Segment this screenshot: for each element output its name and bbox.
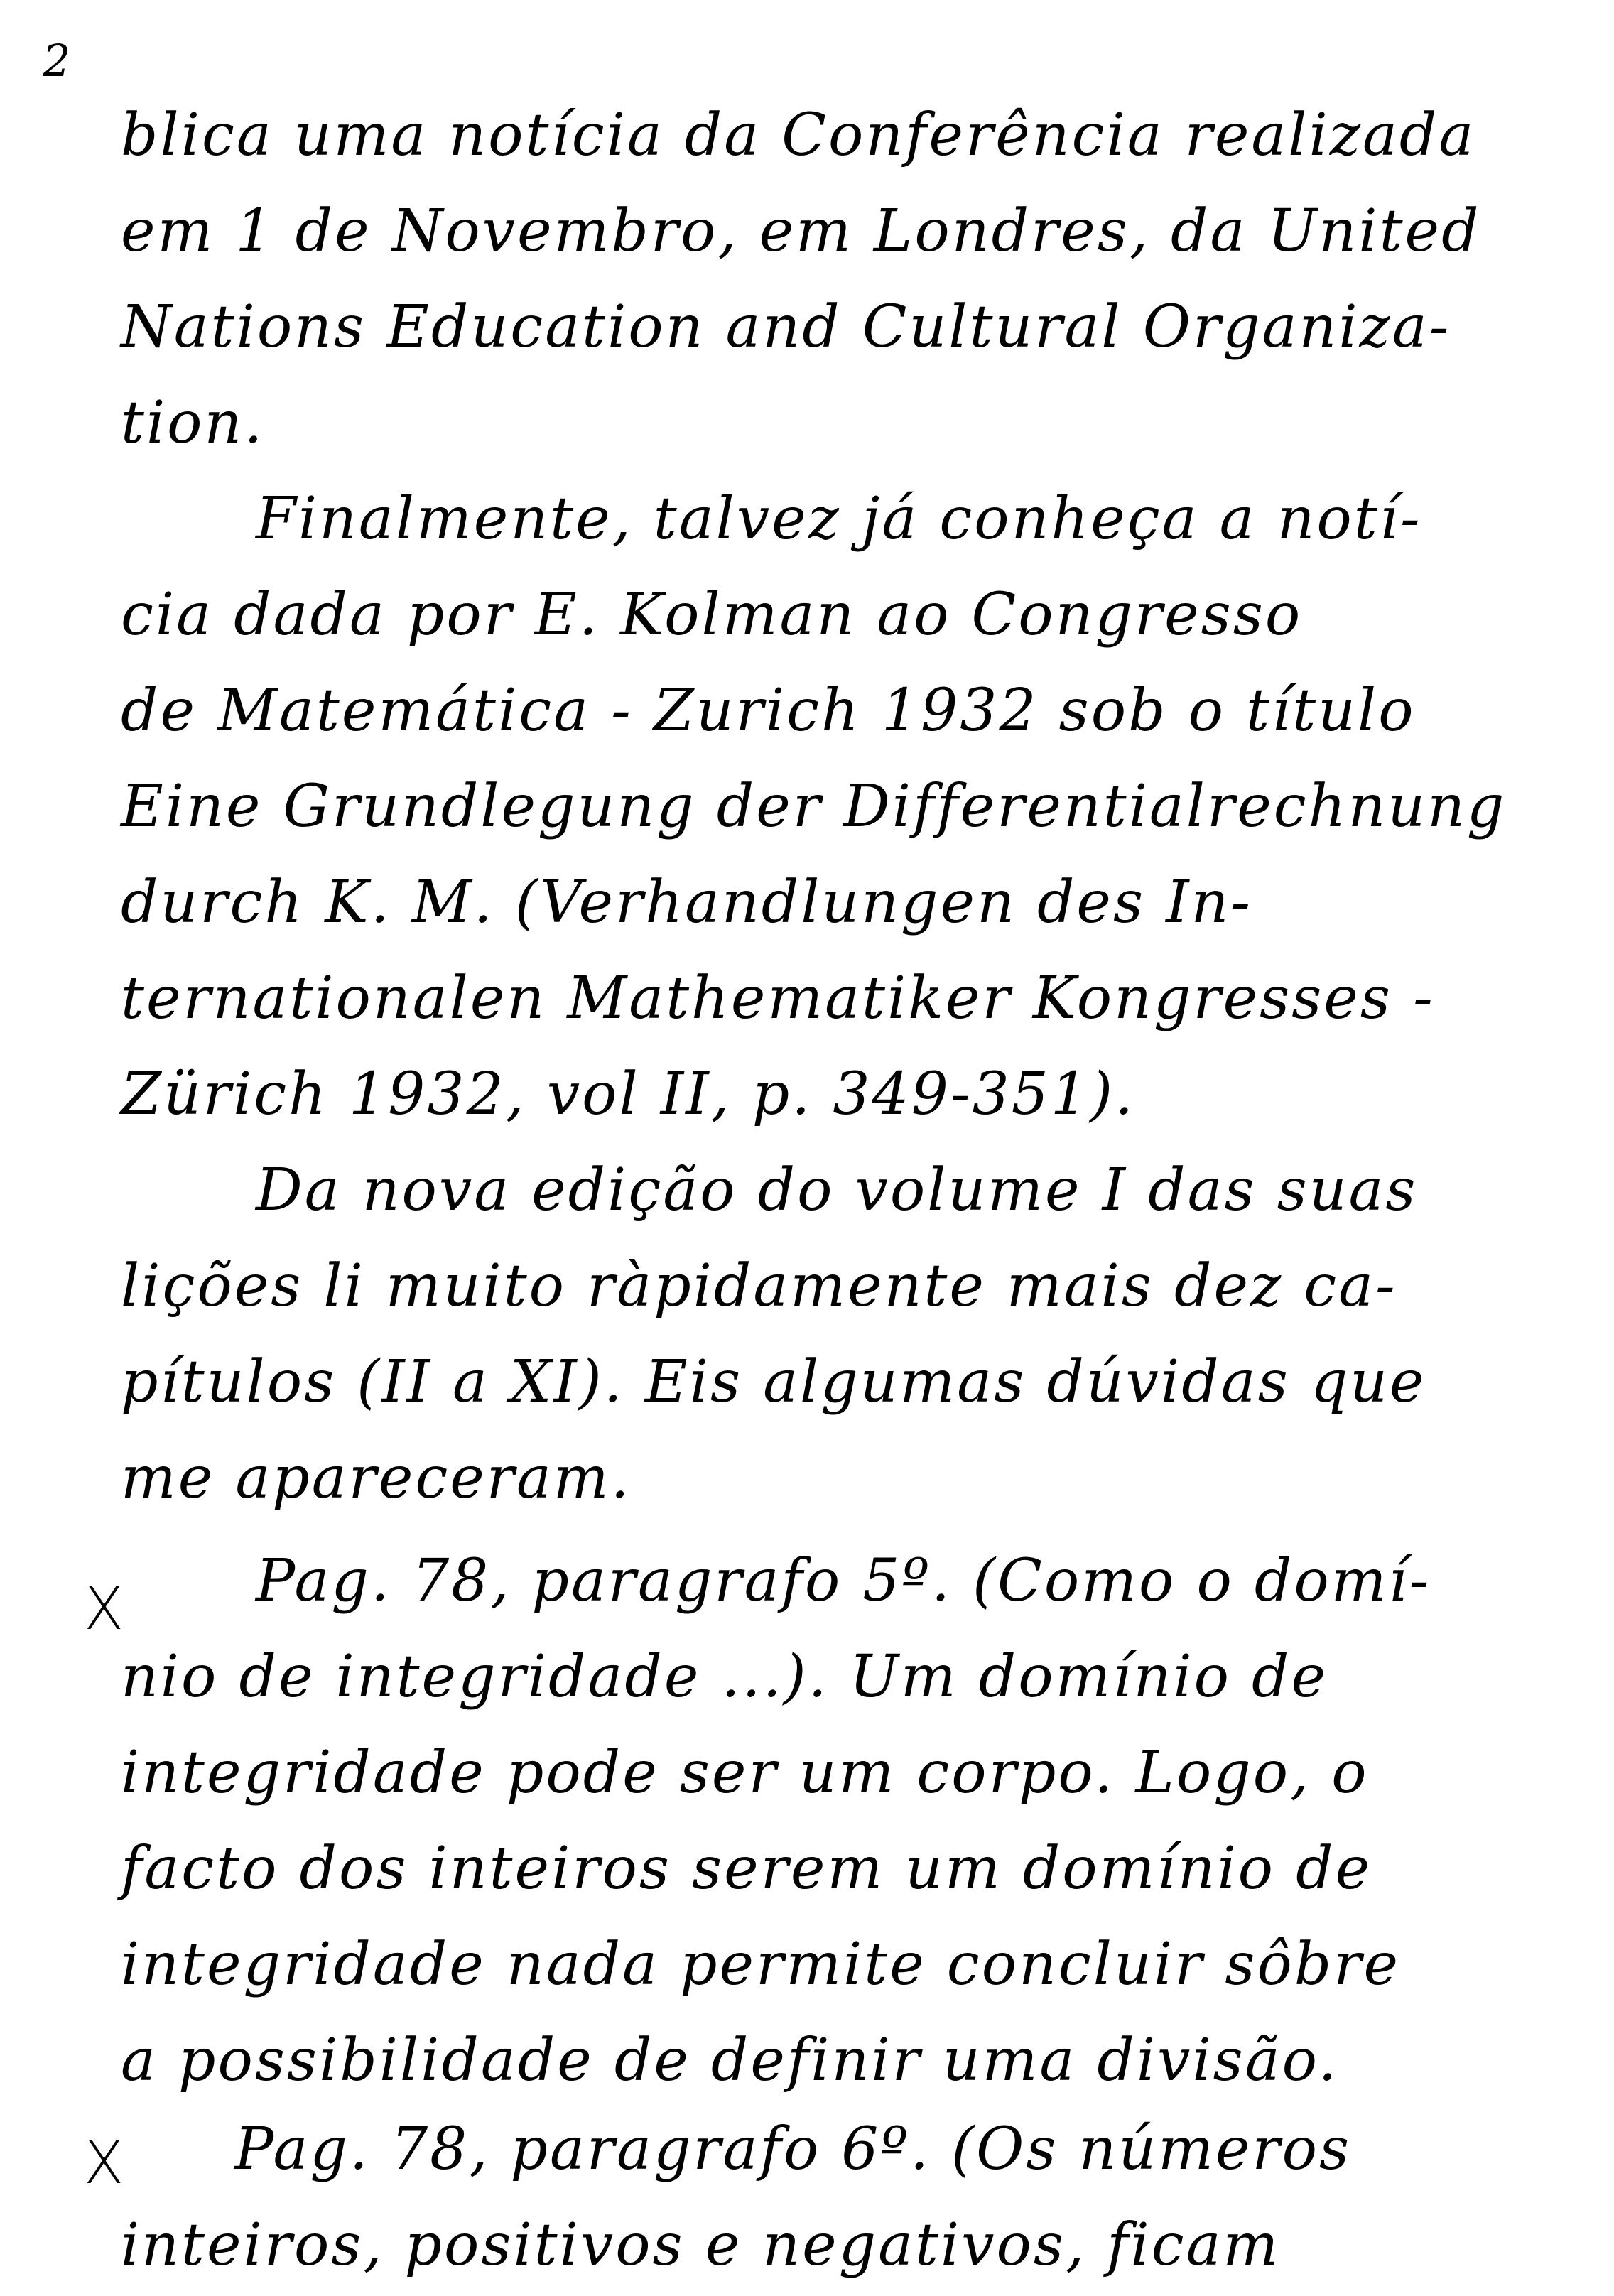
text-line-1: blica uma notícia da Conferência realizada [121,102,1476,169]
text-line-16: Pag. 78, paragrafo 5º. (Como o domí- [256,1547,1431,1615]
text-line-19: facto dos inteiros serem um domínio de [121,1835,1372,1902]
text-line-10: ternationalen Mathematiker Kongresses - [121,965,1435,1032]
text-line-14: pítulos (II a XI). Eis algumas dúvidas que [121,1348,1426,1416]
margin-x-mark-2: X [84,2130,124,2197]
text-line-11: Zürich 1932, vol II, p. 349-351). [121,1061,1136,1128]
text-line-12: Da nova edição do volume I das suas [256,1157,1418,1224]
text-line-20: integridade nada permite concluir sôbre [121,1931,1401,1998]
text-line-3: Nations Education and Cultural Organiza- [121,293,1451,361]
text-line-13: lições li muito ràpidamente mais dez ca- [121,1252,1397,1320]
text-line-17: nio de integridade ...). Um domínio de [121,1643,1328,1711]
text-line-23: inteiros, positivos e negativos, ficam [121,2211,1281,2279]
text-line-15: me apareceram. [121,1444,632,1512]
text-line-6: cia dada por E. Kolman ao Congresso [121,581,1303,649]
text-line-21: a possibilidade de definir uma divisão. [121,2027,1339,2094]
margin-x-mark-1: X [84,1576,124,1643]
text-line-4: tion. [121,389,265,457]
text-line-9: durch K. M. (Verhandlungen des In- [121,869,1253,936]
text-line-22: Pag. 78, paragrafo 6º. (Os números [234,2116,1352,2183]
page-number: 2 [43,35,71,87]
text-line-5: Finalmente, talvez já conheça a notí- [256,485,1422,553]
text-line-8: Eine Grundlegung der Differentialrechnung [121,773,1507,840]
text-line-2: em 1 de Novembro, em Londres, da United [121,197,1481,265]
text-line-7: de Matemática - Zurich 1932 sob o título [121,677,1416,744]
text-line-18: integridade pode ser um corpo. Logo, o [121,1739,1369,1807]
